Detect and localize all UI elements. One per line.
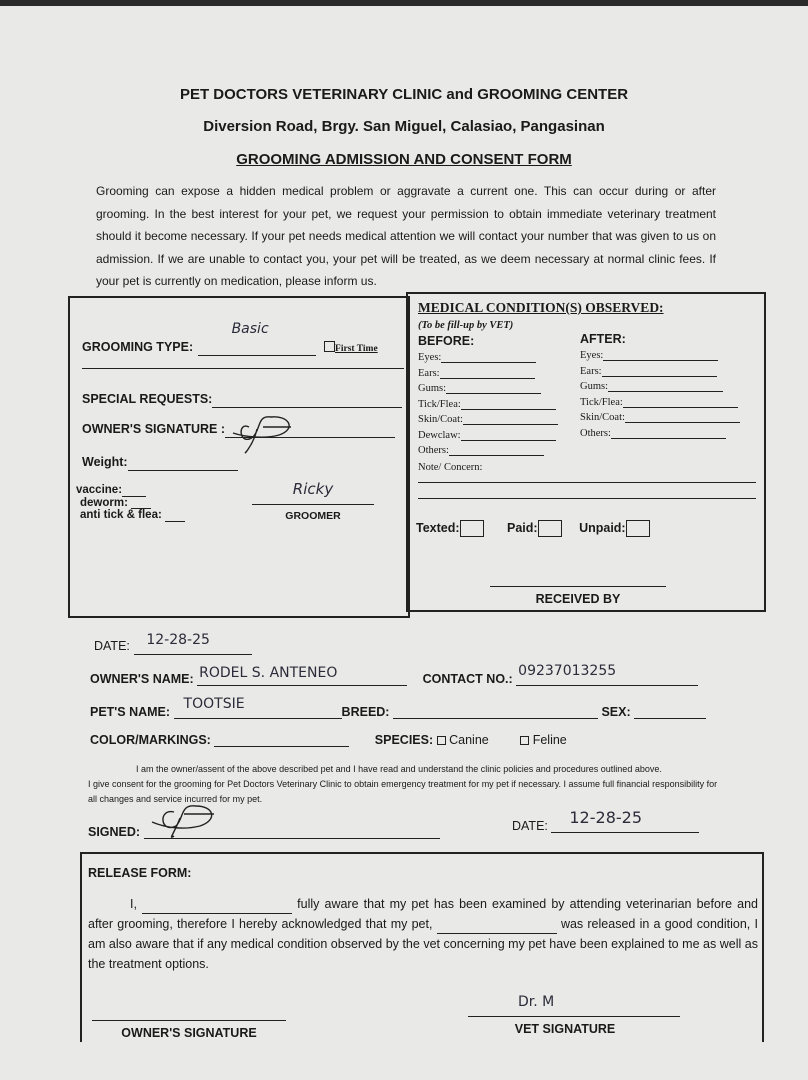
medical-item (580, 381, 750, 397)
canine-label: Canine (449, 733, 489, 747)
canine-checkbox[interactable] (437, 736, 446, 745)
photo-top-edge (0, 0, 808, 6)
feline-checkbox[interactable] (520, 736, 529, 745)
medical-item (418, 383, 568, 399)
vet-signature-line[interactable] (468, 1016, 680, 1017)
medical-item-label: Ears: (418, 367, 440, 379)
date-value: 12-28-25 (146, 632, 210, 648)
first-time-label: First Time (335, 344, 378, 354)
pet-name-field[interactable] (174, 696, 342, 719)
medical-item-label: Others: (580, 427, 611, 439)
consent-date-row (512, 808, 699, 833)
grooming-type-field[interactable] (198, 321, 316, 356)
owner-signature-field[interactable] (225, 423, 395, 438)
vaccine-label: vaccine: (76, 484, 123, 496)
weight-label: Weight: (82, 455, 128, 469)
received-by-line[interactable] (490, 586, 666, 587)
medical-item-field[interactable] (623, 397, 738, 408)
medical-item-field[interactable] (603, 350, 718, 361)
paid-checkbox[interactable] (538, 520, 562, 537)
signed-row (88, 822, 440, 839)
anti-tick-field[interactable] (165, 521, 185, 522)
medical-item (418, 430, 568, 446)
deworm-label: deworm: (80, 496, 128, 509)
release-title: RELEASE FORM: (88, 866, 192, 880)
release-pet-name-field[interactable] (437, 919, 557, 934)
medical-item-label: Dewclaw: (418, 429, 461, 441)
contact-label: CONTACT NO.: (422, 672, 513, 686)
medical-item (418, 368, 568, 384)
breed-field[interactable] (393, 718, 598, 719)
note-line-1[interactable] (418, 482, 756, 483)
medical-item-field[interactable] (611, 428, 726, 439)
texted-checkbox[interactable] (460, 520, 484, 537)
breed-label: BREED: (341, 705, 390, 719)
paid-label: Paid: (507, 520, 538, 535)
consent-text-1: I am the owner/assent of the above described pet and I have read and understand the clinic policies and procedures outlined above. (136, 764, 662, 774)
release-owner-signature-label: OWNER'S SIGNATURE (121, 1026, 257, 1040)
consent-date-value: 12-28-25 (569, 808, 642, 827)
grooming-extra-line (82, 368, 404, 369)
pet-name-value: TOOTSIE (183, 696, 245, 712)
release-form-box (80, 852, 764, 1042)
before-list (418, 352, 568, 461)
date-label: DATE: (94, 639, 130, 653)
medical-subtitle: (To be fill-up by VET) (418, 320, 514, 331)
medical-item-field[interactable] (446, 383, 541, 394)
medical-item-label: Skin/Coat: (418, 414, 463, 425)
color-field[interactable] (214, 746, 349, 747)
consent-date-label: DATE: (512, 819, 548, 833)
pet-row (90, 696, 706, 719)
owner-name-field[interactable] (197, 667, 407, 686)
medical-item-label: Gums: (580, 381, 609, 392)
medical-item-label: Skin/Coat: (580, 412, 625, 423)
medical-condition-box (406, 292, 766, 612)
after-list (580, 350, 750, 443)
after-label: AFTER: (580, 332, 626, 346)
owner-signature-scribble-icon (227, 407, 307, 459)
intro-paragraph: Grooming can expose a hidden medical problem or aggravate a current one. This can occur during or after grooming. In the best interest for your pet, we request your permission to obtain immediate veterinary treatment should it become necessary. If your pet needs medical attention we will contact your number that was given to us on admission. If we are unable to contact you, your pet will be treated, as we deem necessary at normal clinic fees. If your pet is currently on medication, please inform us. (96, 184, 716, 288)
release-paragraph (88, 894, 758, 974)
release-i-label: I, (130, 897, 137, 911)
sex-label: SEX: (601, 705, 631, 719)
medical-item-label: Ears: (580, 365, 602, 377)
treatments-block (76, 484, 185, 522)
medical-item (418, 445, 568, 461)
medical-item (580, 412, 750, 428)
owner-signature-label: OWNER'S SIGNATURE : (82, 422, 226, 436)
medical-item-label: Tick/Flea: (580, 396, 623, 408)
first-time-checkbox[interactable] (324, 341, 335, 352)
medical-item-field[interactable] (602, 366, 717, 377)
clinic-name: PET DOCTORS VETERINARY CLINIC and GROOMING CENTER (179, 86, 629, 103)
medical-item (580, 428, 750, 444)
medical-item (418, 352, 568, 368)
medical-item-field[interactable] (608, 381, 723, 392)
grooming-type-label: GROOMING TYPE: (82, 340, 194, 354)
owner-name-label: OWNER'S NAME: (90, 672, 194, 686)
signed-signature-scribble-icon (144, 798, 234, 842)
note-line-2[interactable] (418, 498, 756, 499)
groomer-value: Ricky (292, 480, 334, 498)
color-species-row (90, 733, 567, 747)
vet-signature-label: VET SIGNATURE (514, 1022, 616, 1036)
unpaid-checkbox[interactable] (626, 520, 650, 537)
vet-signature-value: Dr. M (518, 994, 555, 1010)
grooming-info-box (68, 296, 410, 618)
release-text-a: fully aware that my pet has been examined by attending veterinarian before and after grooming, therefore I hereby acknowledged that my pet, (88, 897, 758, 931)
medical-item-field[interactable] (625, 412, 740, 423)
medical-item-field[interactable] (449, 445, 544, 456)
medical-item-field[interactable] (461, 430, 556, 441)
consent-text-2: I give consent for the grooming for Pet Doctors Veterinary Clinic to obtain emergency treatment for my pet if necessary. I assume full financial responsibility for all changes and service incurred for my pet. (88, 779, 718, 804)
medical-item (580, 397, 750, 413)
grooming-type-row (82, 321, 402, 356)
weight-row (82, 453, 238, 471)
contact-field[interactable] (516, 663, 698, 686)
unpaid-label: Unpaid: (579, 520, 626, 535)
anti-tick-label: anti tick & flea: (80, 509, 162, 521)
grooming-type-value: Basic (231, 321, 269, 337)
sex-field[interactable] (634, 718, 706, 719)
owner-signature-row (82, 420, 395, 438)
before-label: BEFORE: (418, 334, 475, 348)
medical-item (418, 414, 568, 430)
received-by-label: RECEIVED BY (535, 592, 621, 606)
medical-item-field[interactable] (463, 414, 558, 425)
medical-item-label: Others: (418, 445, 449, 456)
owner-contact-row (90, 663, 698, 686)
release-owner-name-field[interactable] (142, 899, 292, 914)
medical-item-label: Gums: (418, 383, 447, 394)
note-label: Note/ Concern: (418, 462, 483, 473)
release-owner-signature-line[interactable] (92, 1020, 286, 1021)
groomer-label: GROOMER (285, 510, 341, 522)
medical-item-field[interactable] (461, 399, 556, 410)
weight-field[interactable] (128, 470, 238, 471)
date-row (94, 632, 252, 655)
signed-field[interactable] (144, 822, 440, 839)
contact-value: 09237013255 (518, 663, 617, 679)
special-requests-row (82, 390, 402, 408)
pet-name-label: PET'S NAME: (90, 705, 171, 719)
medical-item-label: Eyes: (418, 352, 442, 363)
medical-item-field[interactable] (440, 368, 535, 379)
date-field[interactable] (134, 632, 252, 655)
texted-label: Texted: (416, 520, 460, 535)
medical-item (418, 399, 568, 415)
medical-item-field[interactable] (441, 352, 536, 363)
medical-title: MEDICAL CONDITION(S) OBSERVED: (418, 300, 664, 315)
form-title: GROOMING ADMISSION AND CONSENT FORM (236, 151, 572, 168)
color-label: COLOR/MARKINGS: (90, 733, 211, 747)
clinic-address: Diversion Road, Brgy. San Miguel, Calasiao, Pangasinan (203, 118, 605, 135)
release-text-b: was released in a good condition, I am also aware that if any medical condition observed by the vet concerning my pet have been explained to me as well as the treatment options. (88, 917, 758, 971)
groomer-signature-field[interactable] (252, 480, 374, 505)
owner-name-value: RODEL S. ANTENEO (199, 665, 338, 681)
medical-item (580, 366, 750, 382)
medical-item-label: Tick/Flea: (418, 398, 461, 410)
consent-date-field[interactable] (551, 808, 699, 833)
medical-item (580, 350, 750, 366)
medical-item-label: Eyes: (580, 350, 604, 361)
species-label: SPECIES: (374, 733, 434, 747)
payment-row (416, 520, 650, 537)
feline-label: Feline (532, 733, 567, 747)
special-requests-label: SPECIAL REQUESTS: (82, 392, 213, 406)
signed-label: SIGNED: (88, 825, 141, 839)
